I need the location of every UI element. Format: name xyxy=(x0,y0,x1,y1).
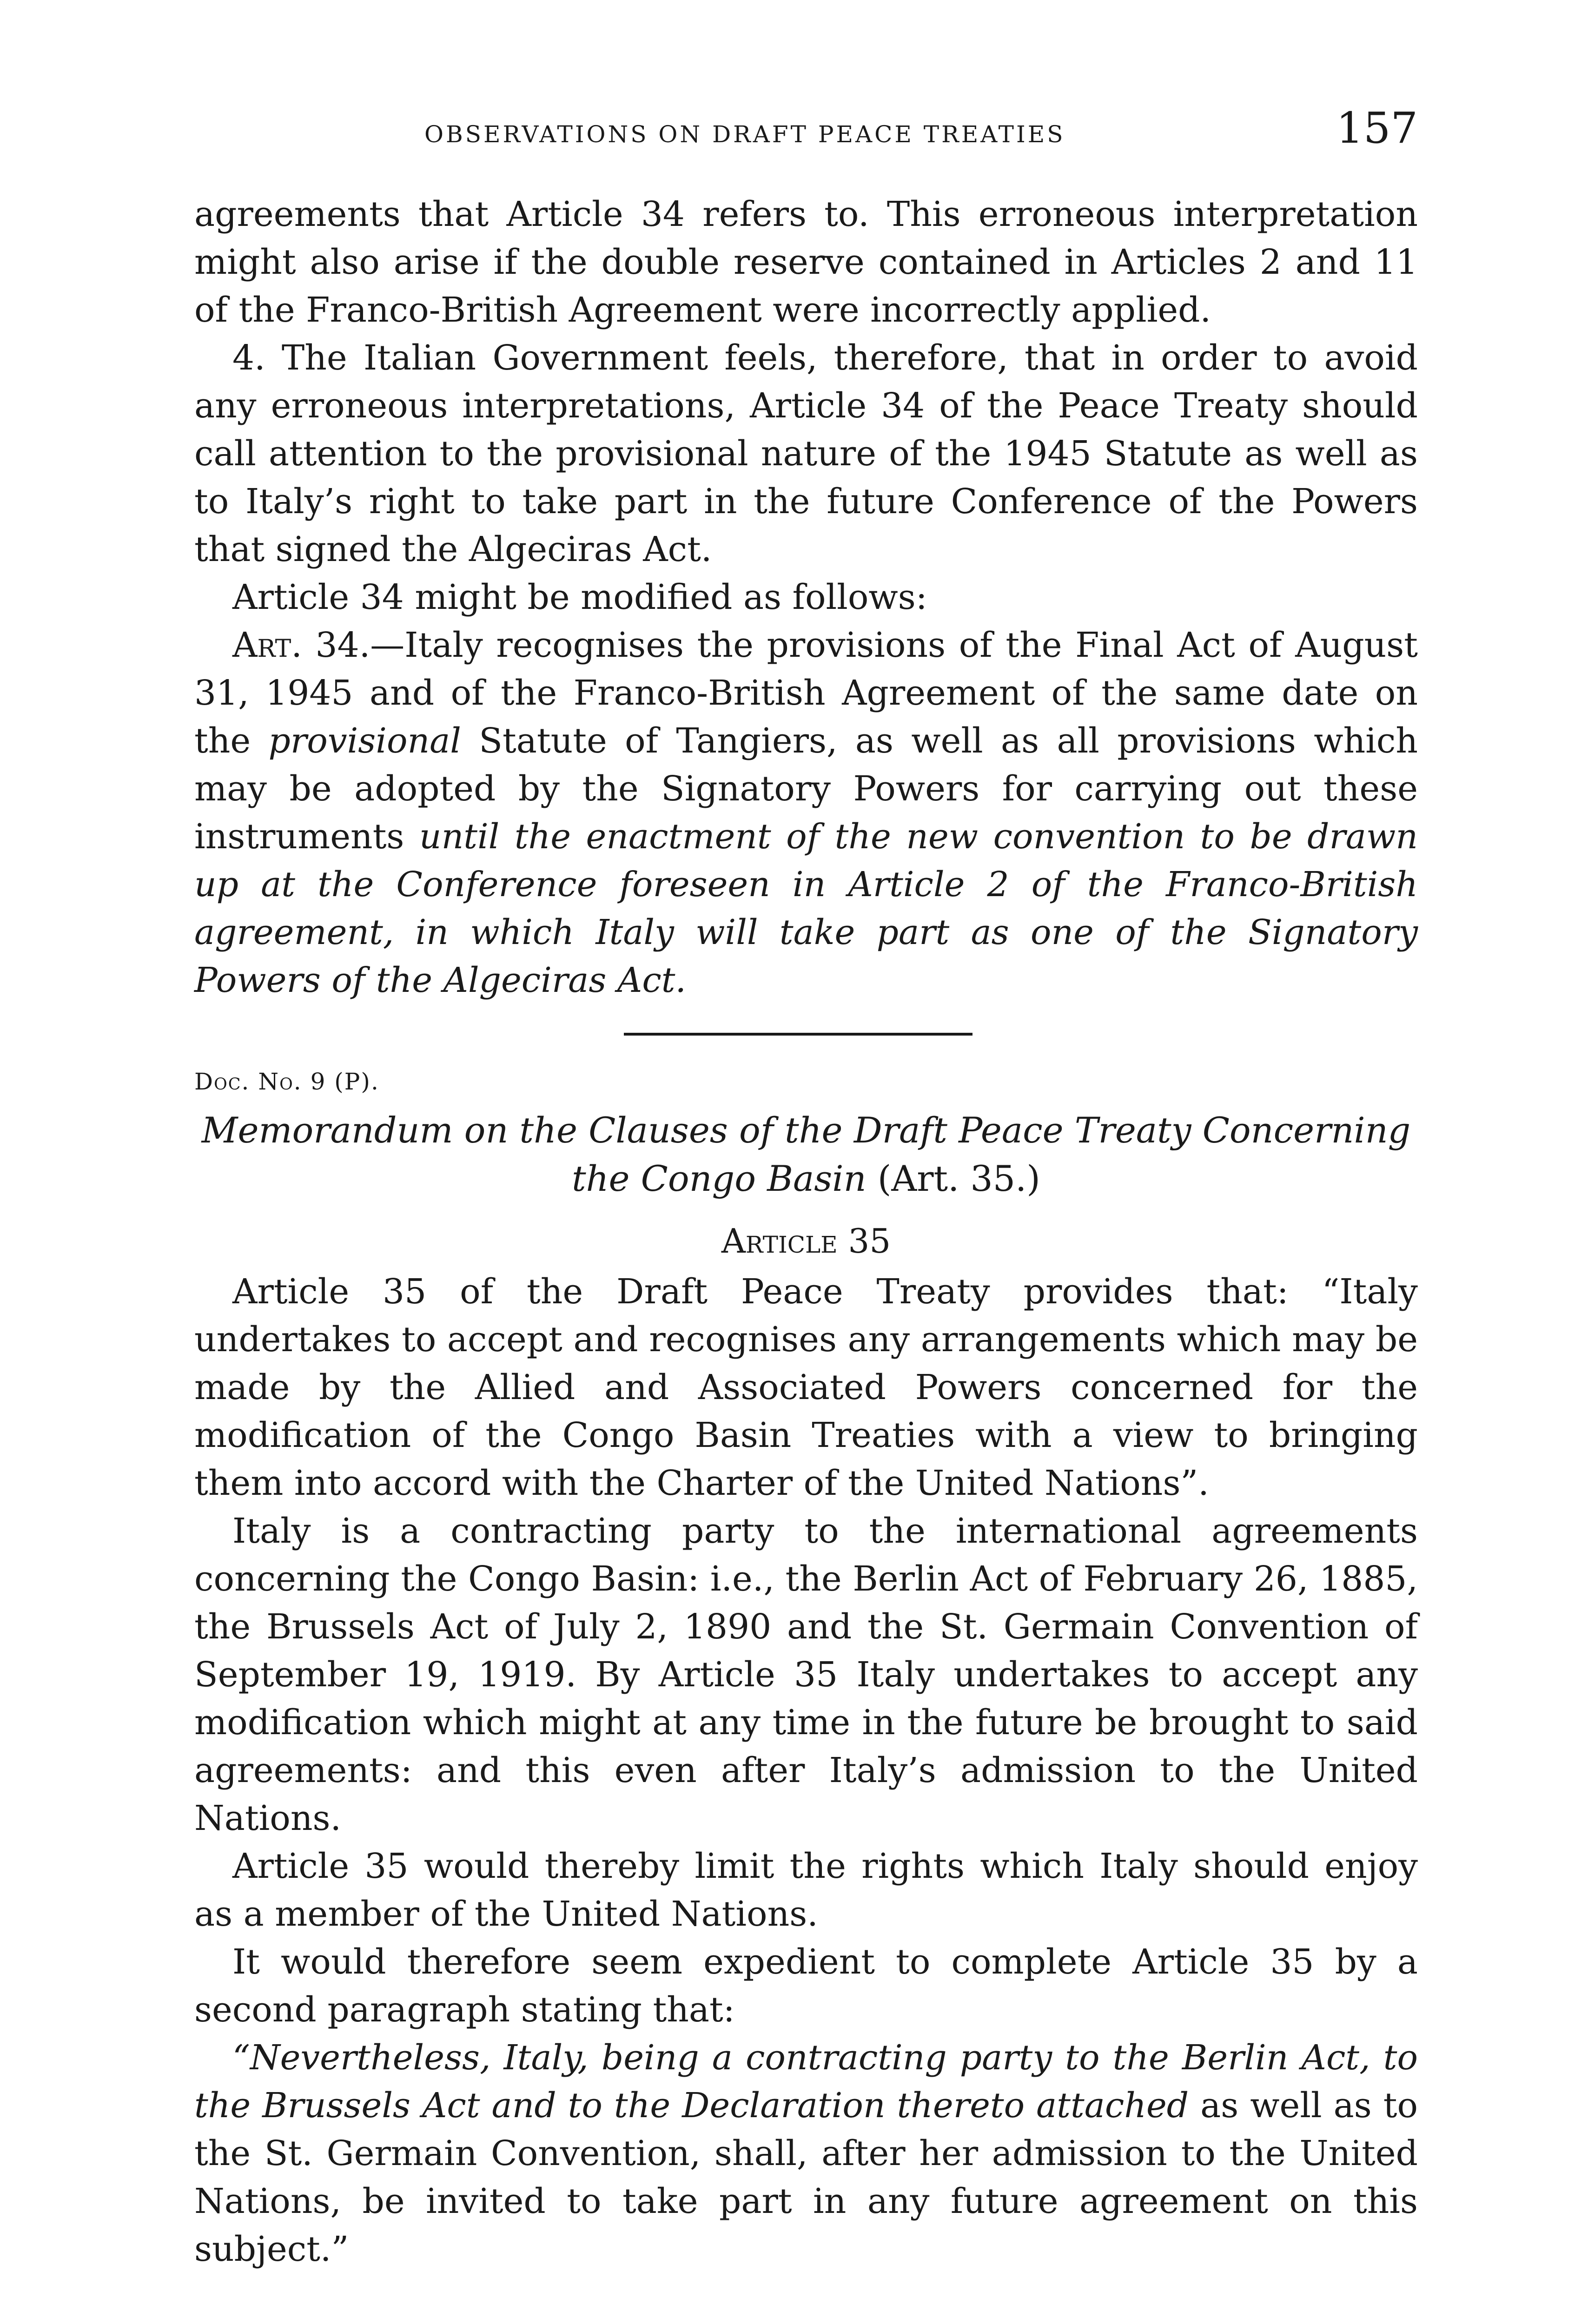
section-divider xyxy=(624,1033,972,1036)
proposed-article-34 xyxy=(194,621,1418,1004)
paragraph-contracting-party: Italy is a contracting party to the international agreements concerning the Congo Basin: i.e., the Berlin Act of February 26, 1885, the Brussels Act of July 2, 1890 and the St. Germain Convention of September 19, 1919. By Article 35 Italy undertakes to accept any modification which might at any time in the future be brought to said agreements: and this even after Italy’s admission to the United Nations. xyxy=(194,1511,1418,1838)
article-heading: Article 35 xyxy=(721,1221,891,1261)
proposal-roman: as well as to the St. Germain Convention, shall, after her admission to the United Nations, be invited to take part in any future agreement on this subject.” xyxy=(194,2086,1418,2269)
paragraph-continuation: agreements that Article 34 refers to. This erroneous interpretation might also arise if the double reserve contained in Articles 2 and 11 of the Franco-British Agreement were incorrectly applied. xyxy=(194,194,1418,330)
article-text-part2: Statute of Tangiers, as well as all provisions which may be adopted by the Signatory Powers for carrying out these instruments xyxy=(194,721,1418,857)
proposal-italic: “Nevertheless, Italy, being a contracting party to the Berlin Act, to the Brussels Act and to the Declaration thereto attached xyxy=(194,2038,1418,2126)
running-header xyxy=(194,103,1418,159)
memorandum-title-article: (Art. 35.) xyxy=(866,1158,1040,1199)
paragraph-expedient: It would therefore seem expedient to complete Article 35 by a second paragraph stating that: xyxy=(194,1942,1418,2030)
proposed-second-paragraph xyxy=(194,2034,1418,2273)
article-text-italic2: until the enactment of the new convention to be drawn up at the Conference foreseen in Article 2 of the Franco-British agreement, in which Italy will take part as one of the Signatory Powers of the Algeciras Act. xyxy=(194,817,1418,1000)
document-reference: Doc. No. 9 (P). xyxy=(194,1068,379,1095)
paragraph-limit-rights: Article 35 would thereby limit the rights which Italy should enjoy as a member of the United Nations. xyxy=(194,1846,1418,1934)
paragraph-article-35-quote: Article 35 of the Draft Peace Treaty provides that: “Italy undertakes to accept and recognises any arrangements which may be made by the Allied and Associated Powers concerned for the modification of the Congo Basin Treaties with a view to bringing them into accord with the Charter of the United Nations”. xyxy=(194,1272,1418,1503)
paragraph-point-4: 4. The Italian Government feels, therefore, that in order to avoid any erroneous interpretations, Article 34 of the Peace Treaty should call attention to the provisional nature of the 1945 Statute as well as to Italy’s right to take part in the future Conference of the Powers that signed the Algeciras Act. xyxy=(194,338,1418,569)
congo-section xyxy=(194,1268,1418,2273)
memorandum-title xyxy=(194,1106,1418,1203)
article-text-part1: —Italy recognises the provisions of the Final Act of August 31, 1945 and of the Franco-British Agreement of the same date on the xyxy=(194,625,1418,761)
running-title: OBSERVATIONS ON DRAFT PEACE TREATIES xyxy=(424,121,1065,148)
paragraph-modification-intro: Article 34 might be modified as follows: xyxy=(232,577,927,617)
article-label: Art. 34. xyxy=(232,625,370,665)
page-number: 157 xyxy=(1336,103,1418,153)
article-text-italic1: provisional xyxy=(268,721,461,761)
tangiers-section xyxy=(194,191,1418,1004)
memorandum-title-text: Memorandum on the Clauses of the Draft Peace Treaty Concerning the Congo Basin xyxy=(201,1109,1411,1199)
